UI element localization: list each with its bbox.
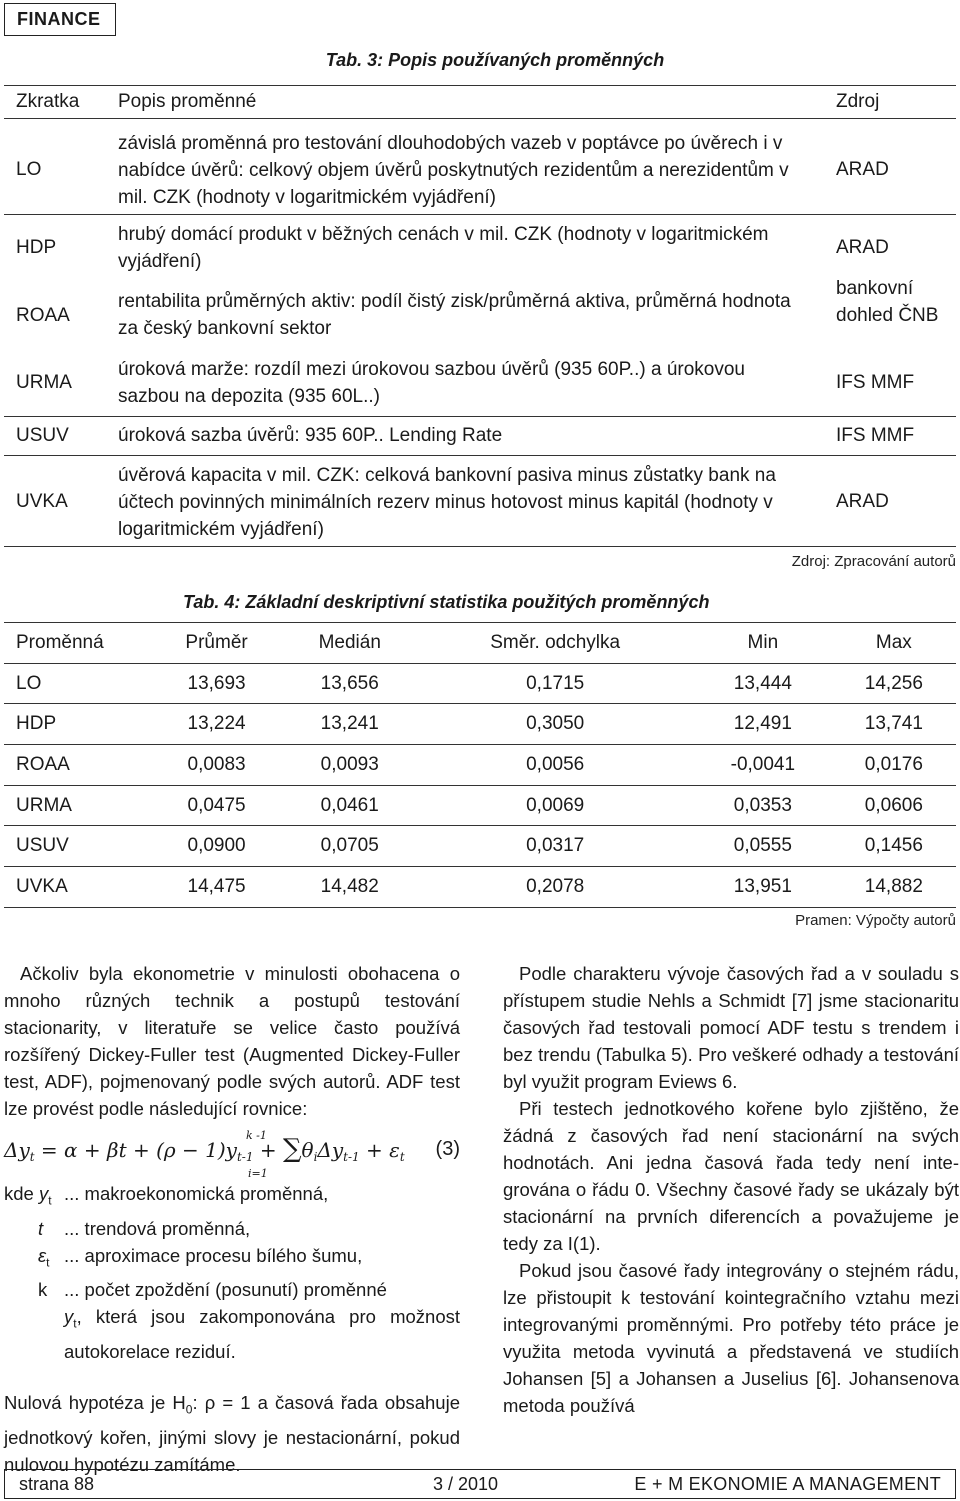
right-paragraph-3: Pokud jsou časové řady integrovány o stejném rádu, lze přistoupit k testování kointegračního vztahu mezi integrovanými proměnnými. Pro potřeby této práce je využita metoda vyvinutá a představená ve studiích Johansen [5] a Johansen a Juselius [6]. Johansenova metoda používá [503,1260,959,1416]
table3-row-uvka-abbr: UVKA [16,491,68,512]
table3-source-note: Zdroj: Zpracování autorů [791,553,956,570]
table4-title: Tab. 4: Základní deskriptivní statistika použitých proměnných [183,592,710,612]
table4-header-row [4,623,956,664]
table4-header-cell: Max [832,623,956,664]
table4-cell: 0,3050 [416,704,694,745]
table3-top-rule [4,85,956,86]
table4-cell: LO [4,663,150,704]
definition-row [4,1276,460,1303]
table3-row-usuv-abbr: USUV [16,425,69,446]
table4-cell: USUV [4,826,150,867]
table4-cell: 13,693 [150,663,283,704]
definition-symbol: y [64,1306,74,1328]
table4-header-cell: Proměnná [4,623,150,664]
table3-row-rule [4,416,956,417]
table4-cell: 0,0900 [150,826,283,867]
sum-upper-limit: k -1 [246,1129,267,1142]
left-paragraph-2 [4,1389,460,1478]
page-footer [4,1469,956,1499]
definition-symbol: y [38,1183,49,1204]
definition-subscript: t [73,1317,77,1332]
table4-cell: 14,482 [283,867,416,908]
null-hypothesis-text: : ρ = 1 a časová řada obsahuje jednotkový kořen, jinými slovy je nestacionární, pokud nulovou hypotézu zamítáme. [4,1392,460,1475]
table3-row-lo-desc: závislá proměnná pro testování dlouhodobých vazeb v poptávce po úvěrech i v nabídce úvěrů: celkový objem úvěrů poskytnutých rezidentům a nerezidentům v mil. CZK (hodnoty v logaritmickém vyjádření) [118,133,789,208]
table4-cell: URMA [4,785,150,826]
table3-title: Tab. 3: Popis používaných proměnných [325,50,665,70]
table3-header-src: Zdroj [836,91,880,112]
table4-cell: 0,0353 [694,785,832,826]
table4-cell: 13,444 [694,663,832,704]
table3-row-lo-src: ARAD [836,159,889,180]
table4-cell: 13,224 [150,704,283,745]
table4-cell: 14,256 [832,663,956,704]
table3-row-roaa-src: bankovní dohled ČNB [836,278,939,326]
table3-row-roaa-desc: rentabilita průměrných aktiv: podíl čistý zisk/průměrná aktiva, průměrná hodnota za český bankovní sektor [118,291,791,339]
table3-row-rule [4,455,956,456]
definition-subscript: t [48,1193,52,1208]
table4-cell: 14,475 [150,867,283,908]
table4-cell: 0,0093 [283,745,416,786]
definition-text: ... počet zpoždění (posunutí) proměnné [64,1279,387,1301]
definition-row [4,1180,460,1215]
defs-lead: kde [4,1183,34,1204]
table4-cell: ROAA [4,745,150,786]
table3-row-urma-src: IFS MMF [836,372,915,393]
definition-symbol: t [38,1217,44,1239]
table-row [4,704,956,745]
table4-cell: 13,741 [832,704,956,745]
table4-cell: 0,1456 [832,826,956,867]
definition-row [4,1242,460,1277]
table3-row-rule [4,214,956,215]
table4-cell: 13,241 [283,704,416,745]
table4-cell: 14,882 [832,867,956,908]
table4-cell: 0,0461 [283,785,416,826]
right-paragraph-2: Při testech jednotkového kořene bylo zjištěno, že žádná z časových řad není stacionární na svých hodnotách. Ani jedna časová řada tedy není integrována o řádu 0. Všechny časové řady se ukázaly být stacionární na prvních diferencích a považujeme je tedy za I(1). [503,1098,959,1254]
table4-header-cell: Průměr [150,623,283,664]
table4-cell: 0,2078 [416,867,694,908]
table4-cell: 0,0083 [150,745,283,786]
table4-cell: 12,491 [694,704,832,745]
table4-cell: 0,0705 [283,826,416,867]
table4-source-note: Pramen: Výpočty autorů [795,912,956,929]
table3-header-abbr: Zkratka [16,91,80,112]
table3-row-roaa-abbr: ROAA [16,305,70,326]
null-hypothesis-subscript: 0 [185,1402,193,1417]
right-paragraph-1: Podle charakteru vývoje časových řad a v souladu s přístupem studie Nehls a Schmidt [7] jsme stacionaritu časových řad testovali pomocí ADF testu s trendem i bez trendu (Tabulka 5). Pro veškeré odhady a testování byl využit program Eviews 6. [503,963,959,1092]
table4-header-cell: Min [694,623,832,664]
table4-header-cell: Medián [283,623,416,664]
table-row [4,785,956,826]
table3-row-hdp-abbr: HDP [16,237,57,258]
definition-text: ... aproximace procesu bílého šumu, [64,1244,363,1266]
table-row [4,745,956,786]
table4-header-cell: Směr. odchylka [416,623,694,664]
table4-cell: 0,0176 [832,745,956,786]
table4-cell: 0,0056 [416,745,694,786]
table-row [4,867,956,908]
null-hypothesis-lead: Nulová hypotéza je H [4,1392,186,1414]
table-row [4,826,956,867]
table3-row-lo-abbr: LO [16,159,42,180]
table3-bottom-rule [4,546,956,547]
definition-row [4,1303,460,1365]
table4 [4,622,956,908]
adf-equation [4,1122,460,1180]
definition-text: ... makroekonomická proměnná, [64,1183,329,1204]
left-paragraph-1: Ačkoliv byla ekonometrie v minulosti obohacena o mnoho různých technik a postupů testování stacionarity, v literatuře se velice často používá rozšířený Dickey-Fuller test (Augmented Dickey-Fuller test, ADF), pojmenovaný podle svých autorů. ADF test lze provést podle následující rovnice: [4,963,460,1119]
definition-row [4,1215,460,1242]
definition-continuation [64,1303,460,1365]
table3-row-hdp-src: ARAD [836,237,889,258]
table4-cell: 0,1715 [416,663,694,704]
table4-cell: HDP [4,704,150,745]
definition-subscript: t [46,1255,50,1270]
table4-cell: 0,0555 [694,826,832,867]
table4-cell: 13,656 [283,663,416,704]
equation-number: (3) [435,1138,460,1160]
section-tag: FINANCE [4,3,116,36]
variable-definitions [4,1180,460,1365]
sum-lower-limit: i=1 [248,1167,268,1180]
table3-row-uvka-src: ARAD [836,491,889,512]
table4-cell: UVKA [4,867,150,908]
table3-header-rule [4,118,956,119]
table3-row-usuv-desc: úroková sazba úvěrů: 935 60P.. Lending Rate [118,425,503,446]
definition-text: ... trendová proměnná, [64,1217,251,1239]
table3-row-urma-desc: úroková marže: rozdíl mezi úrokovou sazbou úvěrů (935 60P..) a úrokovou sazbou na depozita (935 60L..) [118,359,745,407]
definition-symbol: k [38,1279,48,1301]
left-column [4,960,460,1478]
table4-cell: 0,0475 [150,785,283,826]
footer-journal: E + M EKONOMIE A MANAGEMENT [634,1473,941,1494]
table4-cell: 0,0069 [416,785,694,826]
table3-row-hdp-desc: hrubý domácí produkt v běžných cenách v mil. CZK (hodnoty v logaritmickém vyjádření) [118,224,769,272]
table-row [4,663,956,704]
table3-row-urma-abbr: URMA [16,372,72,393]
footer-page-number: strana 88 [19,1473,95,1494]
table4-cell: 0,0606 [832,785,956,826]
adf-equation-body: $\Delta y_t = \alpha + \beta t + (\rho - 1)y_{t-1} + \sum\theta_i\Delta y_{t-1} + \varepsilon_t$ [4,1134,405,1164]
table3-row-uvka-desc: úvěrová kapacita v mil. CZK: celková bankovní pasiva minus zůstatky bank na účtech povinných minimálních rezerv minus hotovost minus kapitál (hodnoty v logaritmickém vyjádření) [118,465,776,540]
footer-issue: 3 / 2010 [433,1473,499,1494]
definition-continuation-text: , která jsou zakomponována pro možnost autokorelace reziduí. [64,1306,460,1363]
table4-cell: 0,0317 [416,826,694,867]
definition-symbol: ε [38,1244,47,1266]
table3-row-usuv-src: IFS MMF [836,425,915,446]
table4-cell: 13,951 [694,867,832,908]
table4-cell: -0,0041 [694,745,832,786]
table3-header-desc: Popis proměnné [118,91,257,112]
right-column [503,960,959,1419]
